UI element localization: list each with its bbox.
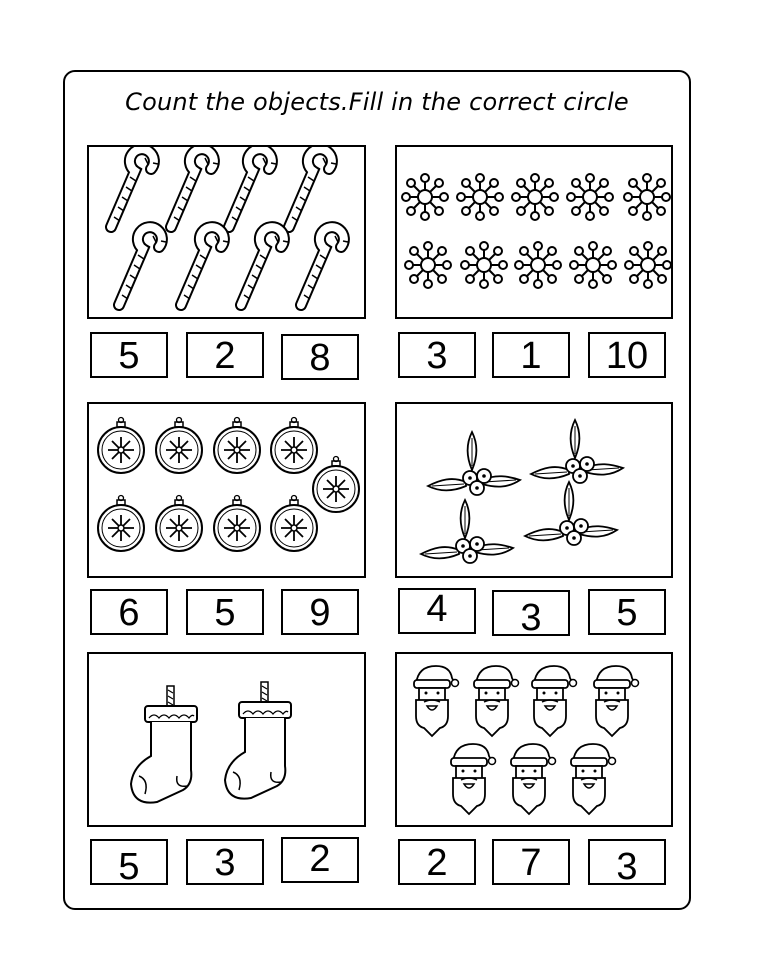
answer-option[interactable]: 2 [398,839,476,885]
candy-cane-icon [289,149,336,227]
ornament-icon [98,496,144,552]
stocking-icon [225,682,291,799]
santa-icon [511,744,556,814]
ornament-icon [313,457,359,513]
panel-snowflakes [395,145,673,319]
ornament-icon [156,496,202,552]
answer-option[interactable]: 5 [186,589,264,635]
candy-cane-icon [111,149,158,227]
snowflake-icon [461,242,507,288]
ornament-icon [156,418,202,474]
answer-option[interactable]: 6 [90,589,168,635]
santa-icon [474,666,519,736]
answer-option[interactable]: 5 [588,589,666,635]
answer-option[interactable]: 3 [186,839,264,885]
panel-candy-canes [87,145,366,319]
answer-option[interactable]: 8 [281,334,359,380]
holly-group [397,404,675,580]
answer-option[interactable]: 3 [492,590,570,636]
ornament-group [89,404,368,580]
answer-option[interactable]: 2 [186,332,264,378]
ornament-icon [214,496,260,552]
snowflake-icon [512,174,558,220]
snowflake-icon [570,242,616,288]
candy-cane-group [89,147,368,321]
candy-cane-icon [229,149,276,227]
answer-option[interactable]: 3 [588,839,666,885]
snowflake-icon [624,174,670,220]
snowflake-group [397,147,675,321]
panel-holly [395,402,673,578]
snowflake-icon [567,174,613,220]
answer-option[interactable]: 4 [398,588,476,634]
stocking-icon [131,686,197,803]
santa-icon [414,666,459,736]
panel-santas [395,652,673,827]
santa-icon [451,744,496,814]
panel-ornaments [87,402,366,578]
holly-icon [428,432,520,495]
panel-stockings [87,652,366,827]
answer-option[interactable]: 7 [492,839,570,885]
holly-icon [531,420,623,483]
answer-option[interactable]: 5 [90,839,168,885]
snowflake-icon [625,242,671,288]
ornament-icon [271,496,317,552]
santa-icon [594,666,639,736]
answer-option[interactable]: 3 [398,332,476,378]
santa-group [397,654,675,829]
answer-option[interactable]: 9 [281,589,359,635]
answer-option[interactable]: 1 [492,332,570,378]
candy-cane-icon [181,227,228,305]
snowflake-icon [457,174,503,220]
snowflake-icon [515,242,561,288]
candy-cane-icon [301,227,348,305]
holly-icon [525,482,617,545]
ornament-icon [214,418,260,474]
candy-cane-icon [171,149,218,227]
answer-option[interactable]: 10 [588,332,666,378]
answer-option[interactable]: 5 [90,332,168,378]
holly-icon [421,500,513,563]
santa-icon [532,666,577,736]
candy-cane-icon [241,227,288,305]
snowflake-icon [402,174,448,220]
answer-option[interactable]: 2 [281,837,359,883]
ornament-icon [98,418,144,474]
worksheet-title: Count the objects.Fill in the correct circle [125,88,629,116]
snowflake-icon [405,242,451,288]
candy-cane-icon [119,227,166,305]
santa-icon [571,744,616,814]
ornament-icon [271,418,317,474]
stocking-group [89,654,368,829]
